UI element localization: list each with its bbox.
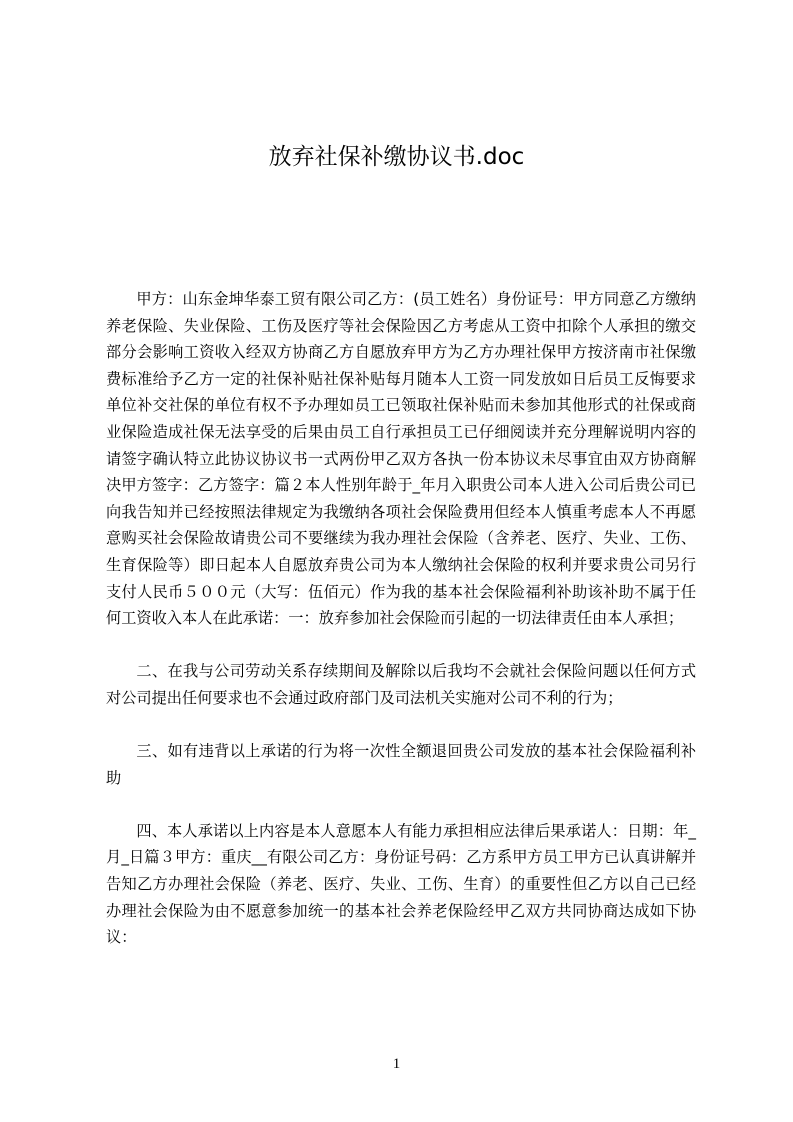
paragraph-agreement-intro: 甲方：山东金坤华泰工贸有限公司乙方：(员工姓名）身份证号：甲方同意乙方缴纳养老保险、失业保险、工伤及医疗等社会保险因乙方考虑从工资中扣除个人承担的缴交部分会影响工资收入经双方协商乙方自愿放弃甲方为乙方办理社保甲方按济南市社保缴费标准给予乙方一定的社保补贴社保补贴每月随本人工资一同发放如日后员工反悔要求单位补交社保的单位有权不予办理如员工已领取社保补贴而未参加其他形式的社保或商业保险造成社保无法享受的后果由员工自行承担员工已仔细阅读并充分理解说明内容的请签字确认特立此协议协议书一式两份甲乙双方各执一份本协议未尽事宜由双方协商解决甲方签字：乙方签字：篇２本人性别年龄于_年月入职贵公司本人进入公司后贵公司已向我告知并已经按照法律规定为我缴纳各项社会保险费用但经本人慎重考虑本人不再愿意购买社会保险故请贵公司不要继续为我办理社会保险（含养老、医疗、失业、工伤、生育保险等）即日起本人自愿放弃贵公司为本人缴纳社会保险的权利并要求贵公司另行支付人民币５００元（大写：伍佰元）作为我的基本社会保险福利补助该补助不属于任何工资收入本人在此承诺：一：放弃参加社会保险而引起的一切法律责任由本人承担； — [106, 290, 696, 628]
document-title: 放弃社保补缴协议书.doc — [268, 144, 525, 170]
page-number: 1 — [392, 1056, 401, 1072]
document-body — [106, 286, 696, 951]
paragraph-commitment-three: 三、如有违背以上承诺的行为将一次性全额退回贵公司发放的基本社会保险福利补助 — [106, 742, 696, 787]
paragraph-commitment-two: 二、在我与公司劳动关系存续期间及解除以后我均不会就社会保险问题以任何方式对公司提出任何要求也不会通过政府部门及司法机关实施对公司不利的行为； — [106, 662, 696, 707]
paragraph-commitment-four: 四、本人承诺以上内容是本人意愿本人有能力承担相应法律后果承诺人：日期：年_月_日篇３甲方：重庆__有限公司乙方：身份证号码：乙方系甲方员工甲方已认真讲解并告知乙方办理社会保险（养老、医疗、失业、工伤、生育）的重要性但乙方以自己已经办理社会保险为由不愿意参加统一的基本社会养老保险经甲乙双方共同协商达成如下协议： — [106, 821, 696, 947]
